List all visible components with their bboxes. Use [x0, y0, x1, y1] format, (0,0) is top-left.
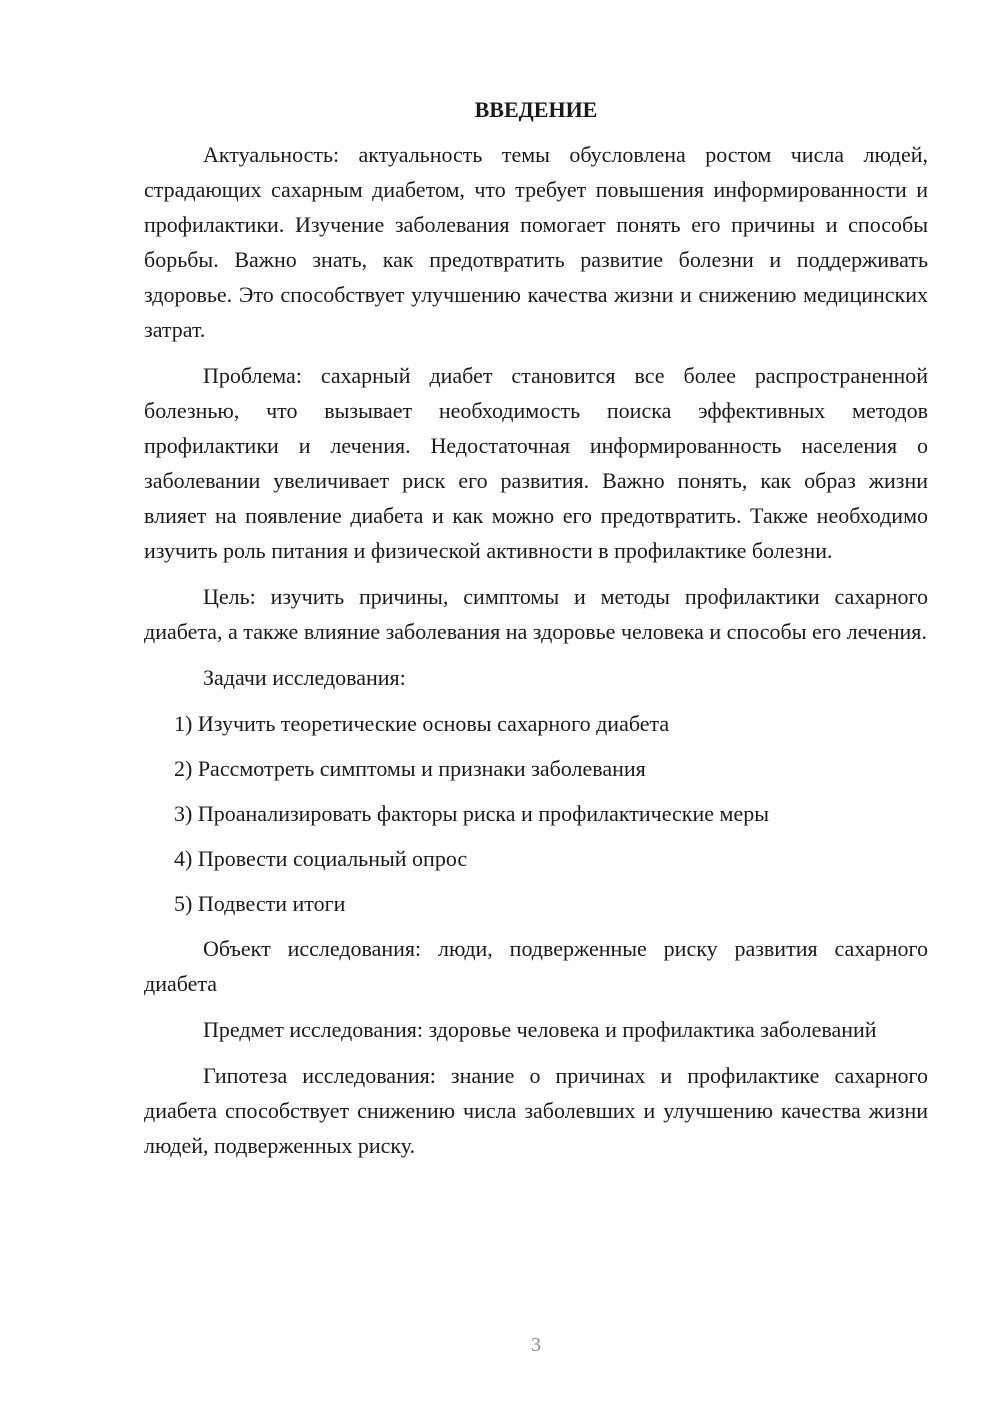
problem-paragraph: Проблема: сахарный диабет становится все более распространенной болезнью, что вызывает необходимость поиска эффективных методов профилактики и лечения. Недостаточная информированность населения о заболевании увеличивает риск его развития. Важно понять, как образ жизни влияет на появление диабета и как можно его предотвратить. Также необходимо изучить роль питания и физической активности в профилактике болезни.: [144, 363, 928, 563]
tasks-heading: Задачи исследования:: [203, 665, 406, 690]
object-paragraph: Объект исследования: люди, подверженные риску развития сахарного диабета: [144, 936, 928, 996]
tasks-list: [144, 706, 928, 921]
document-page: [144, 92, 928, 1174]
page-number: 3: [531, 1334, 541, 1356]
hypothesis-paragraph: Гипотеза исследования: знание о причинах и профилактике сахарного диабета способствует снижению числа заболевших и улучшению качества жизни людей, подверженных риску.: [144, 1063, 928, 1158]
relevance-paragraph: Актуальность: актуальность темы обусловлена ростом числа людей, страдающих сахарным диабетом, что требует повышения информированности и профилактики. Изучение заболевания помогает понять его причины и способы борьбы. Важно знать, как предотвратить развитие болезни и поддерживать здоровье. Это способствует улучшению качества жизни и снижению медицинских затрат.: [144, 142, 928, 342]
goal-paragraph: Цель: изучить причины, симптомы и методы профилактики сахарного диабета, а также влияние заболевания на здоровье человека и способы его лечения.: [144, 584, 928, 644]
task-item-3: 3) Проанализировать факторы риска и профилактические меры: [174, 801, 769, 826]
section-title: ВВЕДЕНИЕ: [474, 97, 598, 122]
task-item-2: 2) Рассмотреть симптомы и признаки заболевания: [174, 756, 646, 781]
task-item-1: 1) Изучить теоретические основы сахарного диабета: [174, 711, 670, 736]
task-item-5: 5) Подвести итоги: [174, 891, 346, 916]
subject-paragraph: Предмет исследования: здоровье человека и профилактика заболеваний: [203, 1017, 877, 1042]
task-item-4: 4) Провести социальный опрос: [174, 846, 468, 871]
